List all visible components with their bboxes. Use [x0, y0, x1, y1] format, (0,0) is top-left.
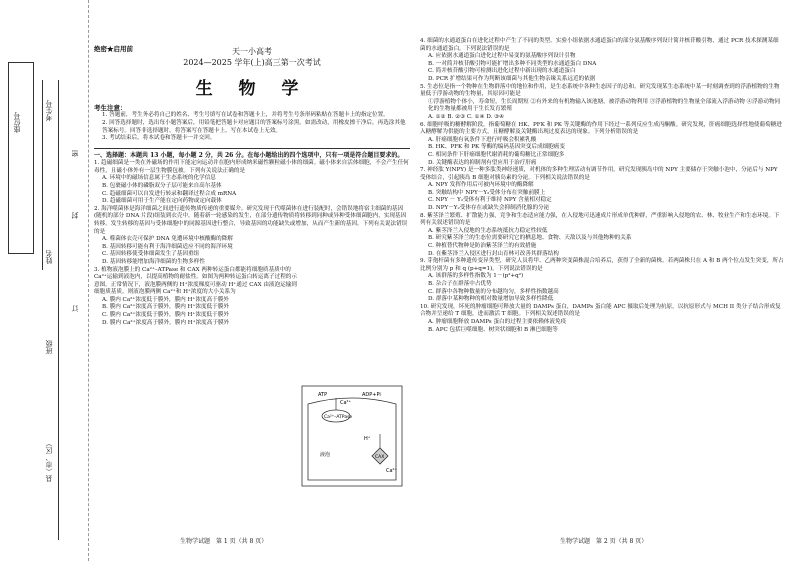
- ca-right-text: Ca²⁺: [386, 468, 398, 474]
- option: A. 该群落的多样性指数为 1－(p²+q²): [428, 273, 524, 280]
- bind-char: 封: [71, 212, 79, 219]
- adp-text: ADP+Pi: [362, 392, 381, 398]
- question: 2. 海洋噬菌体是海洋细菌之间进行遗传物质传递的重要媒介。研究发现于代噬菌体在进行装配时，会错误地将宿主细菌的基因(随机的部分 DNA 片段)组装到衣壳中，随着新一轮感染的发生，在部分遗传物质将转移到同种或异种受体细菌胞内，实现基因转移。发生转移的基因与受体细胞中的同源基因进行整合，导致基因的功能缺失或增加，从而产生新的基因。下列有关说法错误的是 A. 噬菌体衣壳可保护 DNA 免遭环境中核酸酶的降解 B. 基因转移可能有利于海洋细菌适应不同的海洋环境 C. 基因转移使受体细菌发生了基因重组 D. 基因转移能增加海洋细菌的生物多样性: [94, 206, 410, 267]
- binding-strip: [0, 0, 89, 561]
- exam-no-label: 考生号: [45, 100, 53, 121]
- h-text: H⁺: [364, 436, 371, 442]
- question: 7. 神经肽 Y(NPY) 是一种多肽类神经递质，对机体的多种生理活动有调节作用。研究发现胰岛中的 NPY 主要储存于突触小泡中，分泌后与 NPY 受体结合，引起胰岛 B 细胞对胰岛素的分泌。下列相关说法错误的是 A. NPY 发挥作用后可被内环境中的酶降解 B. 突触结构中 NPY－Y₂受体分布在突触前膜上 C. NPY － Y₂受体有利于维持 NPY 含量相对稳定 D. NPY－Y₂受体存在或缺失会抑制消化腺的分泌: [420, 167, 784, 213]
- footer-right: 生物学试题 第 2 页（共 8 页）: [560, 538, 648, 545]
- option: C. 趋磁细菌可以自发进行转录和翻译过程合成 mRNA: [102, 190, 237, 197]
- option: D. 群落中某种物种的相对数量增加导致多样性降低: [428, 296, 554, 303]
- option: C. 膜内 Ca²⁺浓度低于膜外，膜内 H⁺浓度低于膜外: [102, 312, 229, 319]
- section-heading: 一、选择题：本题共 13 小题，每小题 2 分，共 26 分。在每小题给出的四个选项中，只有一项是符合题目要求的。: [94, 152, 404, 160]
- binding-rule: [58, 80, 59, 540]
- option: B. 膜内 Ca²⁺浓度高于膜外，膜内 H⁺浓度低于膜外: [102, 304, 229, 311]
- notice-item: 3. 考试结束后，将本试卷和答题卡一并交回。: [102, 135, 216, 142]
- vacuole-membrane: [308, 398, 396, 480]
- option: B. HK、PFK 和 PK 等酶的编码基因突变后成细胞癌变: [428, 144, 565, 151]
- option: D. NPY－Y₂受体存在或缺失会抑制消化腺的分泌: [428, 205, 550, 212]
- transport-diagram: [300, 384, 404, 488]
- option: D. PCR 扩增结果可作为判断该细菌与其他生物亲缘关系远近的依据: [428, 75, 596, 82]
- notice-item: 1. 答题前，考生务必将自己的姓名、考生号填写在试卷和答题卡上，并将考生号条形码粘贴在答题卡上的指定位置。: [102, 112, 389, 118]
- option: B. 包裹磁小体的磷脂双分子层可能来自高尔基体: [102, 182, 222, 189]
- question: 5. 生态位是指一个物种在生物群落中的地位和作用，是生态系统中各种生态因子的总和。研究发现某生态系统中某一时刻调查到的浮游植物的生物量低于浮游动物的生物量，其原因可能是 ①浮游植物个体小，寿命短，生长周期短 ②有外来的有机物输入该池塘，被浮游动物利用 ③浮游植物的生物量全部流入浮游动物 ④浮游动物同化的生物量都被用于生长发育繁殖 A. ①② B. ②③ C. ①④ D. ③④: [420, 84, 784, 122]
- option: B. 基因转移可能有利于海洋细菌适应不同的海洋环境: [102, 243, 233, 250]
- notice-item: 2. 回答选择题时，选出每小题答案后，用铅笔把答题卡对应题目的答案标号涂黑。如需改动，用橡皮擦干净后，再选涂其他答案标号。回答非选择题时，将答案写在答题卡上。写在本试卷上无效。: [102, 119, 406, 134]
- seat-box: [8, 62, 34, 254]
- option: B. 突触结构中 NPY－Y₂受体分布在突触前膜上: [428, 189, 546, 196]
- option: D. 在紫茎泽兰入侵区进行封山育林可改善其群落结构: [428, 250, 559, 257]
- subject-title: 生 物 学: [195, 79, 309, 99]
- class-label: 班级: [45, 340, 53, 354]
- atp-text: ATP: [318, 392, 328, 398]
- exam-org: 天一小高考: [232, 47, 272, 56]
- option: ①浮游植物个体小，寿命短，生长周期短 ②有外来的有机物输入该池塘，被浮游动物利用 ③浮游植物的生物量全部流入浮游动物 ④浮游动物同化的生物量都被用于生长发育繁殖: [428, 98, 781, 113]
- seat-label: 座位号: [13, 112, 21, 133]
- county-label: 县（市、区）: [45, 440, 53, 482]
- option: D. 膜内 Ca²⁺浓度高于膜外，膜内 H⁺浓度高于膜外: [102, 319, 230, 326]
- option: B. 研究紫茎泽兰的生态位需要研究它的栖息地、食物、天敌以及与其他物种的关系: [428, 235, 632, 242]
- option: A. NPY 发挥作用后可被内环境中的酶降解: [428, 182, 534, 189]
- vacuole-text: 液泡: [320, 452, 331, 458]
- option: B. 一对简并核苷酸引物可能扩增出多种不同类型的水通道蛋白 DNA: [428, 60, 597, 67]
- question: 1. 趋磁细菌是一类在外磁场的作用下能定向运动并在胞内形成纳米磁性颗粒磁小体的细菌。磁小体来自活体细胞，不会产生任何毒性，且磁小体外有一层生物膜包被。下列有关说法正确的是 A. 环境中的磁场信息属于生态系统的化学信息 B. 包裹磁小体的磷脂双分子层可能来自高尔基体 C. 趋磁细菌可以自发进行转录和翻译过程合成 mRNA D. 趋磁细菌可用于生产能在定向药物或定向载体: [94, 160, 409, 205]
- question: 6. 细胞呼吸的糖酵解阶段，指葡萄糖在 HK、PFK 和 PK 等关键酶的作用下经过一系列反应生成丙酮酸。研究发现，肝癌细胞选择性地使葡萄糖进入糖酵解为供能的主要方式，且糖酵解及关键酶出现过度表达的现象。下列分析错误的是 A. 肝癌细胞有氧条件下进行呼吸会积累乳酸 B. HK、PFK 和 PK 等酶的编码基因突变后成细胞癌变 C. 相同条件下肝癌细胞代谢消耗的葡萄糖比正常细胞多 D. 关键酶表达的抑制剂有望应用于治疗肝癌: [420, 122, 784, 168]
- option: C. 群落中各物种数量的分布越均匀，多样性指数越高: [428, 288, 559, 295]
- order-char: 订: [71, 305, 79, 312]
- notice-heading: 考生注意：: [94, 104, 127, 112]
- option: D. 趋磁细菌可用于生产能在定向药物或定向载体: [102, 198, 222, 205]
- question: 8. 紫茎泽兰繁殖、扩散能力强，竞争和生态适应能力强，在入侵地可迅速成片形成单优种群，严重影响入侵地的农、林、牧业生产和生态环境。下列有关叙述错误的是 A. 紫茎泽兰入侵地的生态系统抵抗力稳定性较低 B. 研究紫茎泽兰的生态位需要研究它的栖息地、食物、天敌以及与其他物种的关系 C. 种植替代物种是防治紫茎泽兰的有效措施 D. 在紫茎泽兰入侵区进行封山育林可改善其群落结构: [420, 213, 784, 259]
- option: A. 膜内 Ca²⁺浓度低于膜外，膜内 H⁺浓度高于膜外: [102, 296, 229, 303]
- option: C. 简并核苷酸引物可检测出进化过程中新出现的水通道蛋白: [428, 68, 576, 75]
- question: 10. 研究发现，坏死的肿瘤细胞可释放大量的 DAMPs 蛋白，DAMPs 蛋白能 APC 摄取后处理为抗原，以抗原形式与 MCH II 类分子结合形成复合物并呈递给 T 细胞，进而激活 T 细胞。下列相关叙述错误的是 A. 肿瘤细胞释放 DAMPs 蛋白的过程主要依赖体液免疫 B. APC 包括巨噬细胞、树突状细胞和 B 淋巴细胞等: [420, 304, 784, 334]
- option: A. 应依据水通道蛋白进化过程中易变的氨基酸序列设计引物: [428, 53, 576, 60]
- option: C. 种植替代物种是防治紫茎泽兰的有效措施: [428, 243, 537, 250]
- option: A. 环境中的磁场信息属于生态系统的化学信息: [102, 175, 216, 182]
- option: C. NPY － Y₂受体有利于维持 NPY 含量相对稳定: [428, 197, 552, 204]
- cax-text: CAX: [375, 455, 385, 460]
- divider: [94, 148, 410, 149]
- option: A. 肝癌细胞有氧条件下进行呼吸会积累乳酸: [428, 136, 537, 143]
- option: D. 基因转移能增加海洋细菌的生物多样性: [102, 258, 205, 265]
- option: C. 基因转移使受体细菌发生了基因重组: [102, 251, 200, 258]
- option: B. APC 包括巨噬细胞、树突状细胞和 B 淋巴细胞等: [428, 326, 558, 333]
- secret-label: 绝密★启用前: [94, 45, 133, 53]
- option: A. 肿瘤细胞释放 DAMPs 蛋白的过程主要依赖体液免疫: [428, 318, 567, 325]
- option: A. 噬菌体衣壳可保护 DNA 免遭环境中核酸酶的降解: [102, 236, 233, 243]
- question: 3. 植物液泡膜上的 Ca²⁺–ATPase 和 CAX 两种转运蛋白都能将细胞质基质中的 Ca²⁺运输到液泡内，以提高植物的耐盐性。如图为两种转运蛋白转运离子过程的示意图。正常情况下，液泡膜两侧的 H⁺浓度梯度可驱动 H⁺通过 CAX 由液泡运输到细胞质基质。则液泡膜两侧 Ca²⁺和 H⁺浓度的大小关系为 A. 膜内 Ca²⁺浓度低于膜外，膜内 H⁺浓度高于膜外 B. 膜内 Ca²⁺浓度高于膜外，膜内 H⁺浓度低于膜外 C. 膜内 Ca²⁺浓度低于膜外，膜内 H⁺浓度低于膜外 D. 膜内 Ca²⁺浓度高于膜外，膜内 H⁺浓度高于膜外: [94, 267, 300, 328]
- option: B. 杂合子在群落中占优势: [428, 281, 492, 287]
- option: D. 关键酶表达的抑制剂有望应用于治疗肝癌: [428, 159, 537, 166]
- binding-rule: [42, 80, 43, 270]
- left-column: [94, 38, 410, 327]
- option: A. ①② B. ②③ C. ①④ D. ③④: [428, 113, 505, 120]
- question: 4. 细菌的水通道蛋白在进化过程中产生了不同的类型。实验小组依据水通道蛋白的部分氨基酸序列设计简并核苷酸引物，通过 PCR 技术探测某细菌的水通道蛋白。下列说法错误的是 A. 应依据水通道蛋白进化过程中易变的氨基酸序列设计引物 B. 一对简并核苷酸引物可能扩增出多种不同类型的水通道蛋白 DNA C. 简并核苷酸引物可检测出进化过程中新出现的水通道蛋白 D. PCR 扩增结果可作为判断该细菌与其他生物亲缘关系远近的依据: [420, 38, 784, 84]
- name-label: 姓名: [45, 250, 53, 264]
- footer-left: 生物学试题 第 1 页（共 8 页）: [180, 538, 268, 545]
- ca-top-text: Ca²⁺: [340, 400, 352, 406]
- exam-term: 2024—2025 学年(上)高三第一次考试: [183, 58, 321, 67]
- option: A. 紫茎泽兰入侵地的生态系统抵抗力稳定性较低: [428, 227, 548, 234]
- right-column: [420, 38, 784, 334]
- question: 9. 芽孢杆菌有多种遗传变异类型，研究人员将甲、乙两种突变菌株混合培养后，获得了全新的菌株。若两菌株只在 A 和 B 两个位点发生突变，所占比例分别为 p 和 q (p+q=1)。下列说法错误的是 A. 该群落的多样性指数为 1－(p²+q²) B. 杂合子在群落中占优势 C. 群落中各物种数量的分布越均匀，多样性指数越高 D. 群落中某种物种的相对数量增加导致多样性降低: [420, 258, 784, 303]
- option: C. 相同条件下肝癌细胞代谢消耗的葡萄糖比正常细胞多: [428, 151, 565, 158]
- pump-text: Ca²⁺–ATPase: [324, 415, 353, 420]
- seal-char: 密: [71, 150, 79, 157]
